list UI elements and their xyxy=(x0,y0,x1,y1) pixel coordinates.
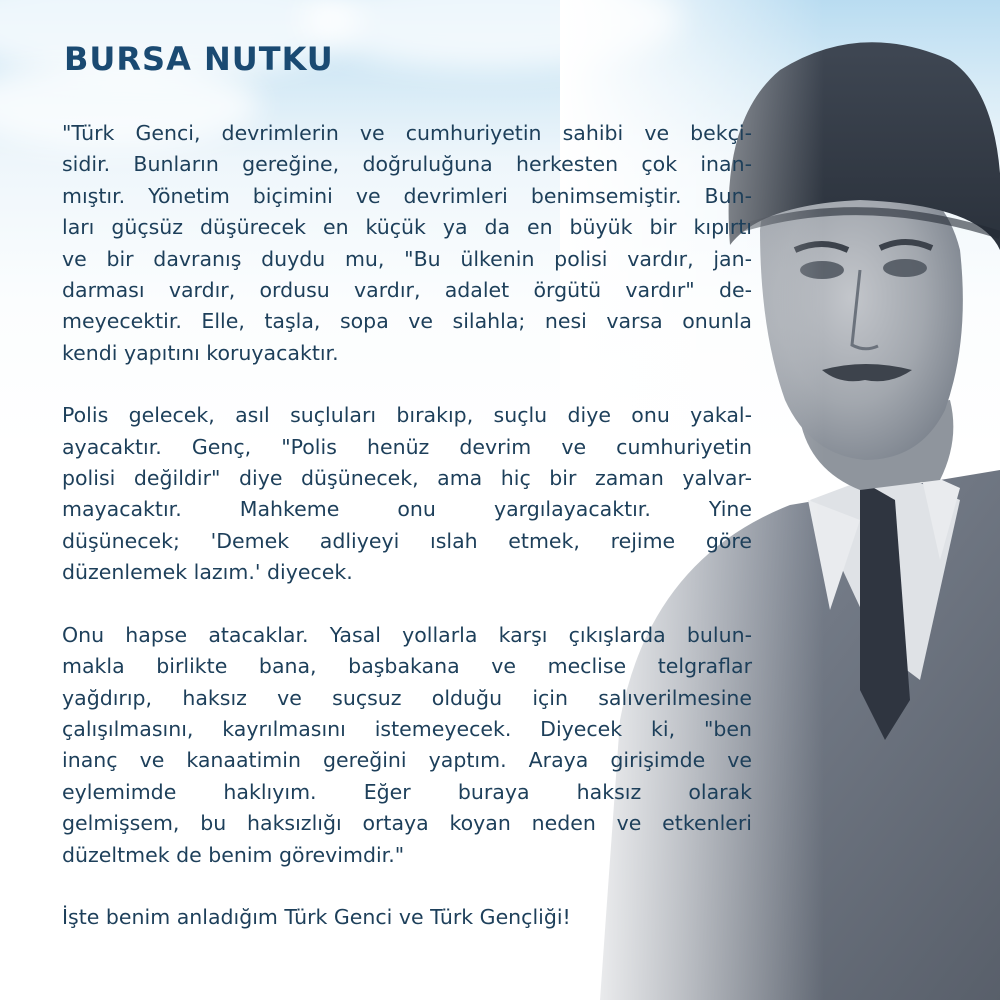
page-title: BURSA NUTKU xyxy=(64,40,334,78)
text-line: meyecektir. Elle, taşla, sopa ve silahla; nesi varsa onunla xyxy=(62,309,752,334)
closing-line: İşte benim anladığım Türk Genci ve Türk Gençliği! xyxy=(62,904,571,929)
text-line: kendi yapıtını koruyacaktır. xyxy=(62,340,339,365)
text-line: sidir. Bunların gereğine, doğruluğuna herkesten çok inan- xyxy=(62,152,752,177)
text-line: gelmişsem, bu haksızlığı ortaya koyan neden ve etkenleri xyxy=(62,811,752,836)
speech-paragraph xyxy=(62,620,752,871)
text-line: yağdırıp, haksız ve suçsuz olduğu için salıverilmesine xyxy=(62,685,752,710)
text-line: Polis gelecek, asıl suçluları bırakıp, suçlu diye onu yakal- xyxy=(62,403,752,428)
text-line: mıştır. Yönetim biçimini ve devrimleri benimsemiştir. Bun- xyxy=(62,183,752,208)
text-line: düşünecek; 'Demek adliyeyi ıslah etmek, rejime göre xyxy=(62,528,752,553)
text-line: Onu hapse atacaklar. Yasal yollarla karşı çıkışlarda bulun- xyxy=(62,622,752,647)
text-line: darması vardır, ordusu vardır, adalet örgütü vardır" de- xyxy=(62,278,752,303)
text-line: düzenlemek lazım.' diyecek. xyxy=(62,560,353,585)
text-line: ayacaktır. Genç, "Polis henüz devrim ve cumhuriyetin xyxy=(62,434,752,459)
text-line: mayacaktır. Mahkeme onu yargılayacaktır. Yine xyxy=(62,497,752,522)
speech-text xyxy=(62,118,752,933)
speech-paragraph xyxy=(62,118,752,369)
text-line: makla birlikte bana, başbakana ve meclise telgraflar xyxy=(62,654,752,679)
text-line: eylemimde haklıyım. Eğer buraya haksız olarak xyxy=(62,779,752,804)
speech-paragraph xyxy=(62,400,752,588)
text-line: polisi değildir" diye düşünecek, ama hiç bir zaman yalvar- xyxy=(62,466,752,491)
text-line: ve bir davranış duydu mu, "Bu ülkenin polisi vardır, jan- xyxy=(62,246,752,271)
text-line: ları güçsüz düşürecek en küçük ya da en büyük bir kıpırtı xyxy=(62,215,752,240)
text-line: düzeltmek de benim görevimdir." xyxy=(62,842,405,867)
text-line: çalışılmasını, kayrılmasını istemeyecek. Diyecek ki, "ben xyxy=(62,716,752,741)
text-line: inanç ve kanaatimin gereğini yaptım. Araya girişimde ve xyxy=(62,748,752,773)
text-line: "Türk Genci, devrimlerin ve cumhuriyetin sahibi ve bekçi- xyxy=(62,121,752,145)
